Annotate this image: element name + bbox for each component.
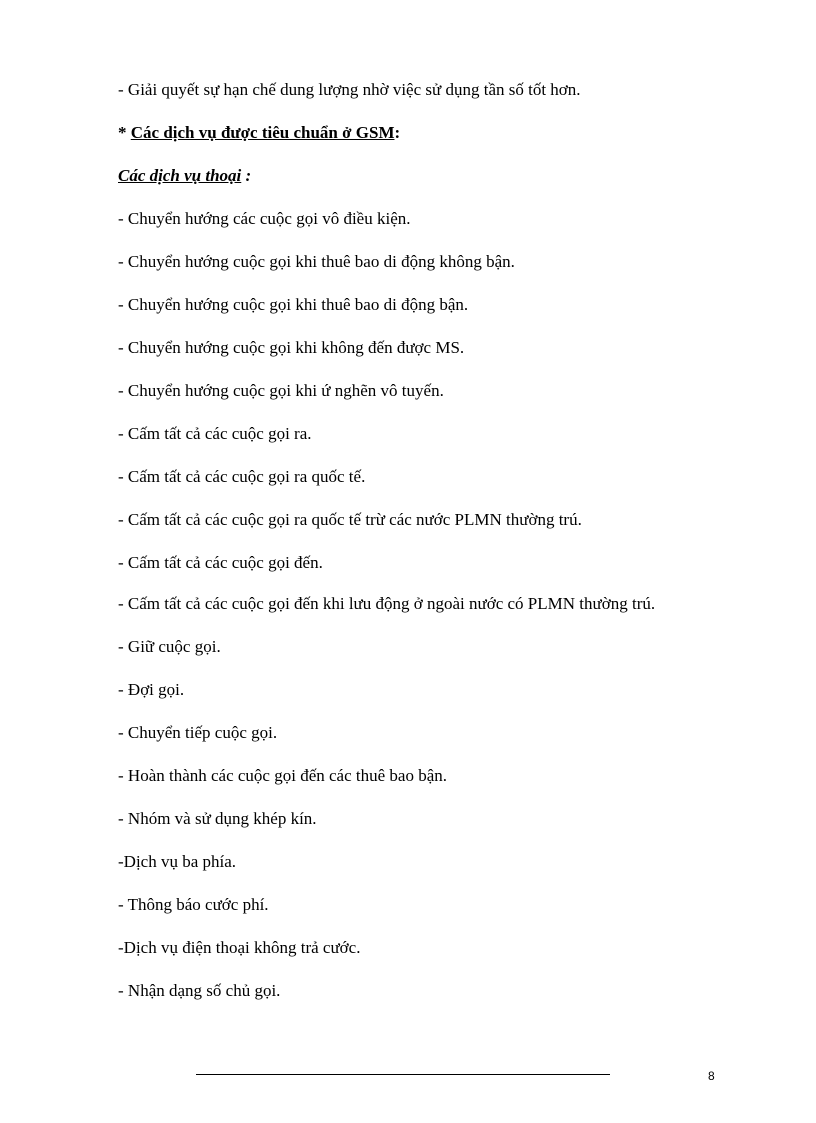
list-item: - Chuyển tiếp cuộc gọi. <box>118 723 278 742</box>
list-item: - Nhận dạng số chủ gọi. <box>118 981 281 1000</box>
list-item: - Cấm tất cả các cuộc gọi đến khi lưu động ở ngoài nước có PLMN thường trú. <box>118 594 656 613</box>
list-item: -Dịch vụ điện thoại không trả cước. <box>118 938 361 957</box>
section-heading-text: Các dịch vụ được tiêu chuẩn ở GSM <box>130 123 395 142</box>
subheading-suffix: : <box>241 166 252 185</box>
subheading <box>118 163 718 189</box>
subheading-text: Các dịch vụ thoại <box>118 166 242 185</box>
list-item: - Thông báo cước phí. <box>118 895 269 914</box>
list-item: - Đợi gọi. <box>118 680 185 699</box>
list-item: - Chuyển hướng cuộc gọi khi thuê bao di động bận. <box>118 295 469 314</box>
list-item: - Cấm tất cả các cuộc gọi ra quốc tế. <box>118 467 366 486</box>
list-item: - Cấm tất cả các cuộc gọi đến. <box>118 553 323 572</box>
list-item: - Cấm tất cả các cuộc gọi ra. <box>118 424 312 443</box>
list-item: - Chuyển hướng cuộc gọi khi ứ nghẽn vô tuyến. <box>118 381 444 400</box>
section-heading-prefix: * <box>118 123 131 142</box>
list-item: - Cấm tất cả các cuộc gọi ra quốc tế trừ các nước PLMN thường trú. <box>118 510 582 529</box>
section-heading <box>118 120 718 146</box>
list-item: - Giữ cuộc gọi. <box>118 637 221 656</box>
list-item: -Dịch vụ ba phía. <box>118 852 237 871</box>
document-body <box>118 72 718 1004</box>
list-item: - Chuyển hướng cuộc gọi khi không đến được MS. <box>118 338 465 357</box>
list-item: - Chuyển hướng các cuộc gọi vô điều kiện. <box>118 209 411 228</box>
list-item: - Hoàn thành các cuộc gọi đến các thuê bao bận. <box>118 766 447 785</box>
section-heading-suffix: : <box>394 123 401 142</box>
page-number: 8 <box>708 1069 715 1083</box>
list-item: - Chuyển hướng cuộc gọi khi thuê bao di động không bận. <box>118 252 515 271</box>
list-item: - Nhóm và sử dụng khép kín. <box>118 809 317 828</box>
footer-divider <box>196 1074 610 1075</box>
intro-line: - Giải quyết sự hạn chế dung lượng nhờ việc sử dụng tần số tốt hơn. <box>118 80 581 99</box>
